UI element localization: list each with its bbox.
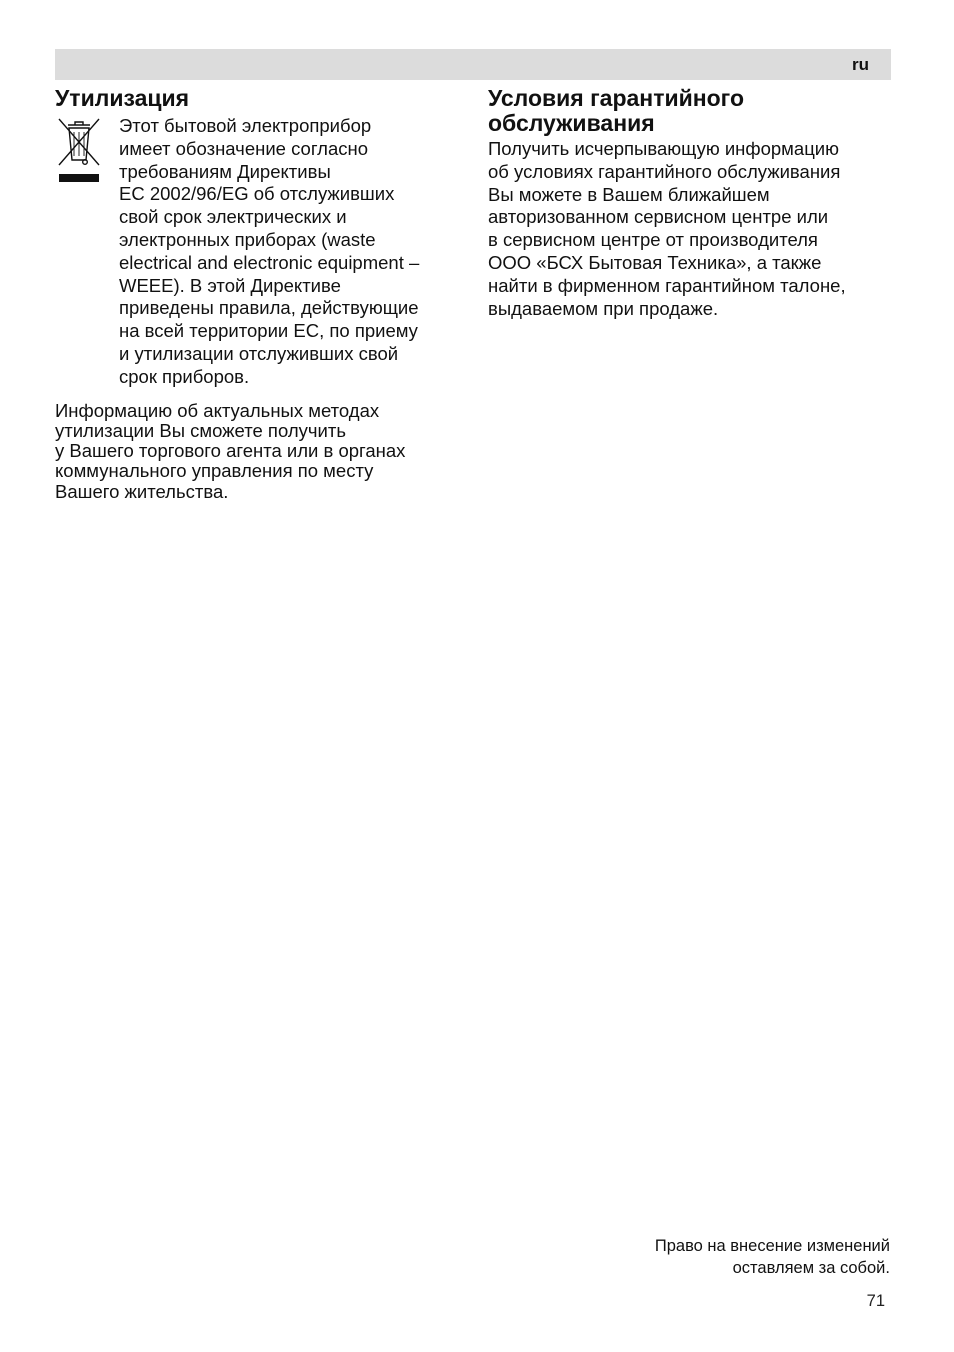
text-line: Вашего жительства. [55, 480, 229, 502]
language-header-bar [55, 49, 891, 80]
text-line: авторизованном сервисном центре или [488, 206, 829, 228]
text-line: Этот бытовой электроприбор [119, 115, 372, 136]
text-line: свой срок электрических и [119, 206, 347, 228]
warranty-section [488, 86, 893, 320]
text-line: коммунального управления по месту [55, 460, 374, 482]
text-line: и утилизации отслуживших свой [119, 342, 399, 364]
warranty-paragraph [488, 138, 893, 320]
text-line: electrical and electronic equipment – [119, 251, 420, 273]
warranty-title [488, 86, 893, 136]
weee-paragraph [119, 115, 460, 389]
text-line: ЕС 2002/96/EG об отслуживших [119, 183, 395, 205]
text-line: оставляем за собой. [732, 1259, 890, 1277]
language-code: ru [852, 55, 869, 74]
text-line: на всей территории ЕС, по приему [119, 320, 418, 342]
text-line: Информацию об актуальных методах [55, 399, 380, 421]
weee-block [55, 115, 460, 389]
text-line: электронных приборах (waste [119, 228, 376, 250]
disposal-info-paragraph [55, 401, 460, 502]
text-line: имеет обозначение согласно [119, 137, 369, 159]
text-line: WEEE). В этой Директиве [119, 274, 341, 296]
disposal-section [55, 86, 460, 502]
text-line: требованиям Директивы [119, 160, 331, 182]
text-line: в сервисном центре от производителя [488, 229, 818, 251]
text-line: выдаваемом при продаже. [488, 297, 719, 319]
title-line: обслуживания [488, 110, 655, 136]
text-line: срок приборов. [119, 365, 250, 387]
page-number: 71 [866, 1292, 885, 1310]
text-line: Право на внесение изменений [654, 1237, 890, 1255]
title-line: Условия гарантийного [488, 85, 745, 111]
disposal-title: Утилизация [55, 85, 190, 111]
text-line: у Вашего торгового агента или в органах [55, 440, 406, 462]
text-line: найти в фирменном гарантийном талоне, [488, 274, 846, 296]
changes-reserved-note [570, 1235, 890, 1279]
text-line: Вы можете в Вашем ближайшем [488, 183, 770, 205]
text-line: утилизации Вы сможете получить [55, 419, 346, 441]
text-line: ООО «БСХ Бытовая Техника», а также [488, 251, 822, 273]
text-line: об условиях гарантийного обслуживания [488, 160, 841, 182]
text-line: Получить исчерпывающую информацию [488, 138, 839, 159]
text-line: приведены правила, действующие [119, 297, 419, 319]
crossed-out-wheelie-bin-icon [55, 117, 103, 187]
